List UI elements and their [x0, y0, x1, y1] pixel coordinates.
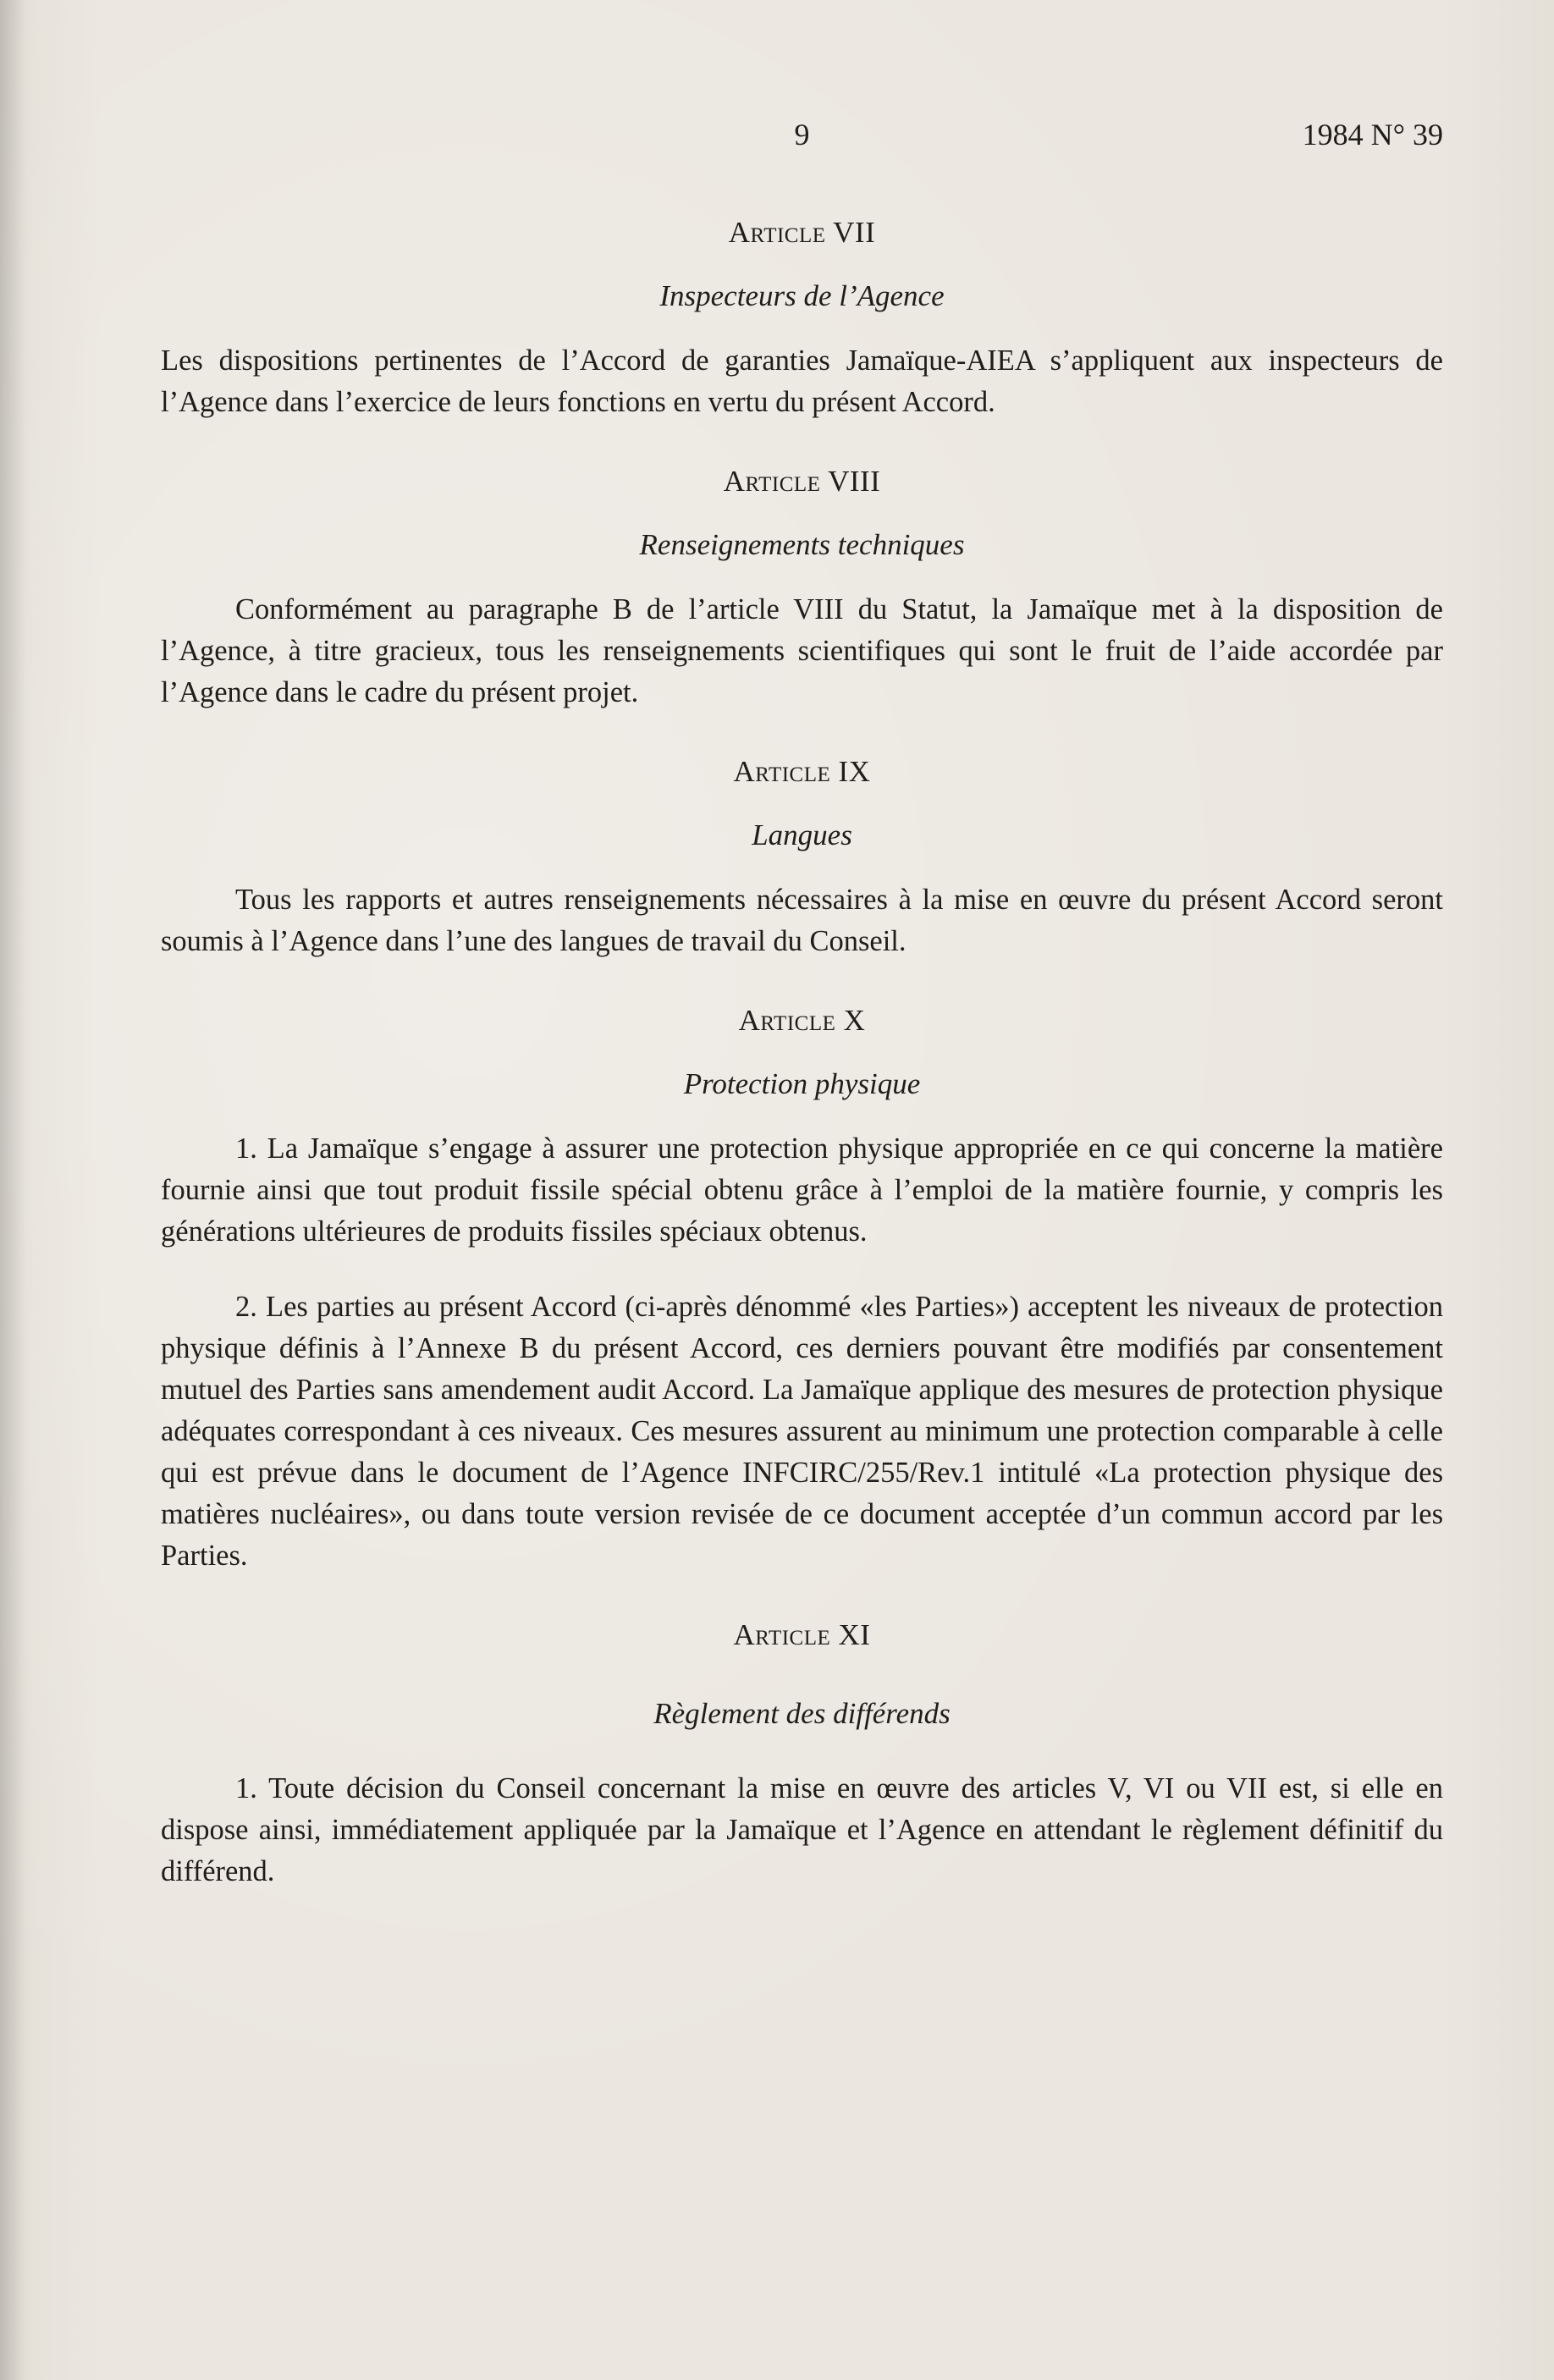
article-vii — [161, 212, 1443, 423]
article-paragraph: 1. La Jamaïque s’engage à assurer une protection physique appropriée en ce qui concerne la matière fournie ainsi que tout produit fissile spécial obtenu grâce à l’emploi de la matière fournie, y compris les générations ultérieures de produits fissiles spéciaux obtenus. — [161, 1132, 1443, 1248]
article-paragraph: Conformément au paragraphe B de l’article VIII du Statut, la Jamaïque met à la disposition de l’Agence, à titre gracieux, tous les renseignements scientifiques qui sont le fruit de l’aide accordée par l’Agence dans le cadre du présent projet. — [161, 593, 1443, 708]
article-paragraph: Les dispositions pertinentes de l’Accord de garanties Jamaïque-AIEA s’appliquent aux inspecteurs de l’Agence dans l’exercice de leurs fonctions en vertu du présent Accord. — [161, 344, 1443, 418]
article-heading: Article VIII — [723, 465, 881, 498]
article-title: Règlement des différends — [653, 1697, 951, 1730]
binding-shadow — [0, 0, 25, 2380]
volume-number: 1984 N° 39 — [1302, 118, 1443, 152]
article-paragraph: 1. Toute décision du Conseil concernant la mise en œuvre des articles V, VI ou VII est, si elle en dispose ainsi, immédiatement appliquée par la Jamaïque et l’Agence en attendant le règlement définitif du différend. — [161, 1772, 1443, 1887]
article-ix — [161, 751, 1443, 962]
document-body — [161, 212, 1443, 1892]
article-heading: Article VII — [728, 216, 876, 249]
article-heading: Article XI — [733, 1618, 871, 1651]
article-paragraph: Tous les rapports et autres renseignements nécessaires à la mise en œuvre du présent Accord seront soumis à l’Agence dans l’une des langues de travail du Conseil. — [161, 884, 1443, 957]
page-number: 9 — [794, 118, 810, 152]
article-xi — [161, 1614, 1443, 1892]
article-heading: Article IX — [733, 755, 871, 788]
article-paragraph: 2. Les parties au présent Accord (ci-après dénommé «les Parties») acceptent les niveaux de protection physique définis à l’Annexe B du présent Accord, ces derniers pouvant être modifiés par consentement mutuel des Parties sans amendement audit Accord. La Jamaïque applique des mesures de protection physique adéquates correspondant à ces niveaux. Ces mesures assurent au minimum une protection comparable à celle qui est prévue dans le document de l’Agence INFCIRC/255/Rev.1 intitulé «La protection physique des matières nucléaires», ou dans toute version revisée de ce document acceptée d’un commun accord par les Parties. — [161, 1291, 1443, 1572]
article-viii — [161, 460, 1443, 713]
article-x — [161, 1000, 1443, 1577]
article-title: Langues — [752, 818, 852, 851]
article-title: Protection physique — [683, 1067, 921, 1100]
article-title: Renseignements techniques — [639, 528, 965, 561]
page-header — [161, 117, 1443, 159]
article-heading: Article X — [738, 1004, 866, 1037]
article-title: Inspecteurs de l’Agence — [659, 279, 945, 312]
